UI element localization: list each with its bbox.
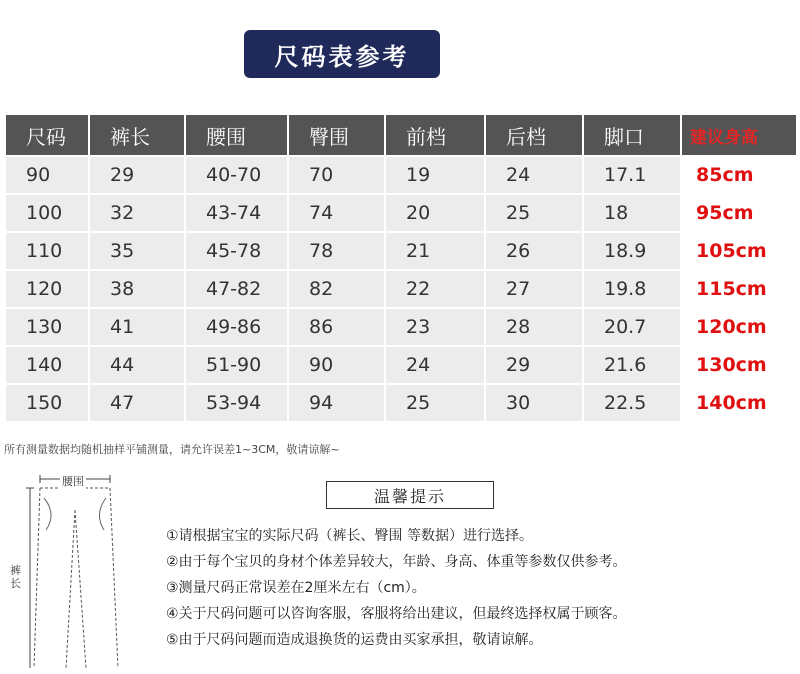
suggested-height-cell: 140cm xyxy=(681,384,797,422)
back-rise-cell: 26 xyxy=(485,232,583,270)
hip-cell: 70 xyxy=(288,156,385,194)
table-row xyxy=(5,194,797,232)
tip-item-3: ③测量尺码正常误差在2厘米左右（cm）。 xyxy=(166,580,426,596)
table-row xyxy=(5,346,797,384)
hip-cell: 82 xyxy=(288,270,385,308)
leg-opening-cell: 20.7 xyxy=(583,308,681,346)
suggested-height-cell: 120cm xyxy=(681,308,797,346)
table-header-row xyxy=(5,114,797,156)
size-cell: 150 xyxy=(5,384,89,422)
pants-length-cell: 32 xyxy=(89,194,185,232)
hip-cell: 86 xyxy=(288,308,385,346)
waist-cell: 40-70 xyxy=(185,156,288,194)
front-rise-cell: 21 xyxy=(385,232,485,270)
waist-cell: 43-74 xyxy=(185,194,288,232)
size-cell: 140 xyxy=(5,346,89,384)
hip-cell: 78 xyxy=(288,232,385,270)
pants-outline-icon xyxy=(2,470,152,670)
waist-cell: 53-94 xyxy=(185,384,288,422)
front-rise-cell: 20 xyxy=(385,194,485,232)
back-rise-cell: 27 xyxy=(485,270,583,308)
suggested-height-cell: 115cm xyxy=(681,270,797,308)
size-cell: 130 xyxy=(5,308,89,346)
back-rise-cell: 25 xyxy=(485,194,583,232)
hip-cell: 74 xyxy=(288,194,385,232)
suggested-height-cell: 105cm xyxy=(681,232,797,270)
leg-opening-cell: 17.1 xyxy=(583,156,681,194)
header-pants-length: 裤长 xyxy=(89,114,185,156)
header-front-rise: 前档 xyxy=(385,114,485,156)
tip-item-4: ④关于尺码问题可以咨询客服，客服将给出建议，但最终选择权属于顾客。 xyxy=(166,606,627,622)
leg-opening-cell: 18 xyxy=(583,194,681,232)
hip-cell: 90 xyxy=(288,346,385,384)
pants-length-cell: 41 xyxy=(89,308,185,346)
header-size: 尺码 xyxy=(5,114,89,156)
front-rise-cell: 23 xyxy=(385,308,485,346)
leg-opening-cell: 22.5 xyxy=(583,384,681,422)
pants-length-cell: 38 xyxy=(89,270,185,308)
back-rise-cell: 28 xyxy=(485,308,583,346)
back-rise-cell: 30 xyxy=(485,384,583,422)
size-cell: 120 xyxy=(5,270,89,308)
pants-length-cell: 47 xyxy=(89,384,185,422)
header-leg-opening: 脚口 xyxy=(583,114,681,156)
header-hip: 臀围 xyxy=(288,114,385,156)
leg-opening-cell: 19.8 xyxy=(583,270,681,308)
size-cell: 100 xyxy=(5,194,89,232)
leg-opening-cell: 21.6 xyxy=(583,346,681,384)
length-label: 裤长 xyxy=(10,564,21,590)
pants-diagram xyxy=(2,470,152,670)
size-cell: 110 xyxy=(5,232,89,270)
size-chart-title: 尺码表参考 xyxy=(244,30,440,78)
table-row xyxy=(5,232,797,270)
suggested-height-cell: 85cm xyxy=(681,156,797,194)
table-row xyxy=(5,270,797,308)
table-row xyxy=(5,384,797,422)
header-suggested-height: 建议身高 xyxy=(681,114,797,156)
hip-cell: 94 xyxy=(288,384,385,422)
tip-item-5: ⑤由于尺码问题而造成退换货的运费由买家承担，敬请谅解。 xyxy=(166,632,543,648)
back-rise-cell: 24 xyxy=(485,156,583,194)
pants-length-cell: 35 xyxy=(89,232,185,270)
waist-label: 腰围 xyxy=(62,475,84,488)
pants-length-cell: 29 xyxy=(89,156,185,194)
suggested-height-cell: 130cm xyxy=(681,346,797,384)
leg-opening-cell: 18.9 xyxy=(583,232,681,270)
front-rise-cell: 19 xyxy=(385,156,485,194)
back-rise-cell: 29 xyxy=(485,346,583,384)
pants-length-cell: 44 xyxy=(89,346,185,384)
header-back-rise: 后档 xyxy=(485,114,583,156)
waist-cell: 45-78 xyxy=(185,232,288,270)
header-waist: 腰围 xyxy=(185,114,288,156)
waist-cell: 51-90 xyxy=(185,346,288,384)
tip-item-2: ②由于每个宝贝的身材个体差异较大，年龄、身高、体重等参数仅供参考。 xyxy=(166,554,627,570)
front-rise-cell: 24 xyxy=(385,346,485,384)
size-table xyxy=(4,113,798,423)
size-cell: 90 xyxy=(5,156,89,194)
tips-title: 温馨提示 xyxy=(326,481,494,509)
table-row xyxy=(5,308,797,346)
table-row xyxy=(5,156,797,194)
front-rise-cell: 22 xyxy=(385,270,485,308)
waist-cell: 49-86 xyxy=(185,308,288,346)
front-rise-cell: 25 xyxy=(385,384,485,422)
suggested-height-cell: 95cm xyxy=(681,194,797,232)
measurement-note: 所有测量数据均随机抽样平铺测量，请允许误差1~3CM，敬请谅解~ xyxy=(4,443,340,456)
tip-item-1: ①请根据宝宝的实际尺码（裤长、臀围 等数据）进行选择。 xyxy=(166,528,533,544)
tips-list xyxy=(166,526,627,656)
waist-cell: 47-82 xyxy=(185,270,288,308)
